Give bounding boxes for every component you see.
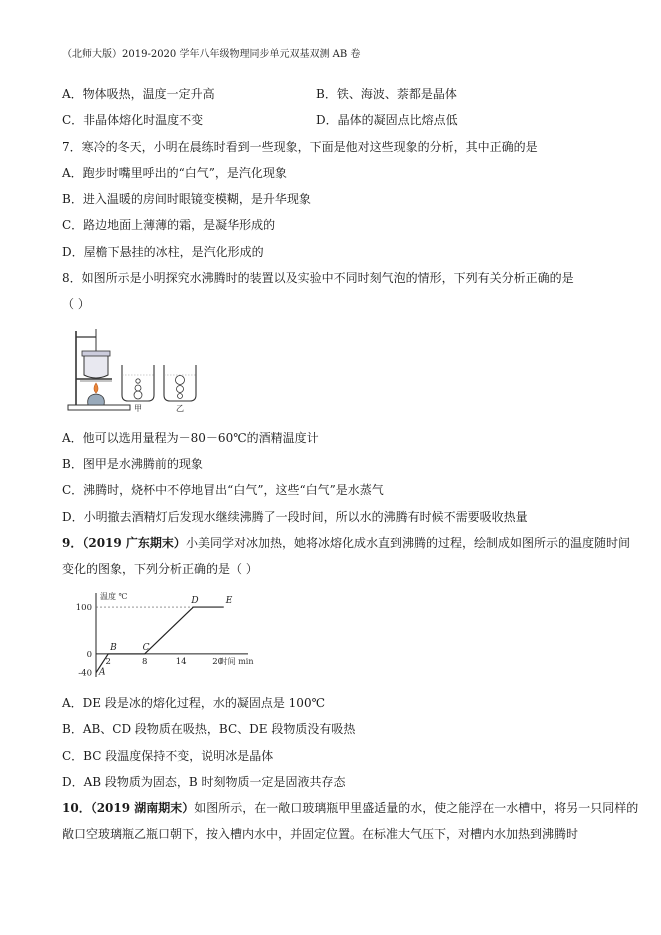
- q9-option-d: D．AB 段物质为固态，B 时刻物质一定是固液共存态: [62, 775, 346, 789]
- x-tick-label: 2: [105, 656, 111, 667]
- label-yi: 乙: [176, 404, 184, 413]
- q6-option-c: C．非晶体熔化时温度不变: [62, 113, 204, 127]
- x-tick-label: 14: [175, 656, 187, 667]
- stand-base: [68, 405, 130, 410]
- q10-stem-text: 如图所示，在一敞口玻璃瓶甲里盛适量的水，使之能浮在一水槽中，将另一只同样的: [194, 801, 639, 815]
- q9-option-a: A．DE 段是冰的熔化过程，水的凝固点是 100℃: [62, 696, 326, 710]
- q9-stem-line1: [62, 536, 630, 550]
- q8-option-a: A．他可以选用量程为－80－60℃的酒精温度计: [62, 431, 319, 445]
- point-label-d: D: [191, 596, 199, 607]
- page-header: （北师大版）2019-2020 学年八年级物理同步单元双基双测 AB 卷: [62, 49, 361, 60]
- point-label-c: C: [142, 642, 150, 653]
- q9-temperature-time-chart: [62, 587, 262, 679]
- y-tick-label: 100: [75, 603, 92, 614]
- q6-option-a: A．物体吸热，温度一定升高: [62, 87, 215, 101]
- q7-stem: 7．寒冷的冬天，小明在晨练时看到一些现象，下面是他对这些现象的分析，其中正确的是: [62, 140, 538, 154]
- q8-option-b: B．图甲是水沸腾前的现象: [62, 457, 203, 471]
- y-tick-label: -40: [78, 668, 92, 679]
- x-tick-label: 20: [212, 656, 224, 667]
- q9-stem-text: 小美同学对冰加热，她将冰熔化成水直到沸腾的过程，绘制成如图所示的温度随时间: [185, 536, 630, 550]
- point-label-e: E: [225, 596, 233, 607]
- series-line: [96, 607, 224, 673]
- q7-option-a: A．跑步时嘴里呼出的“白气”，是汽化现象: [62, 166, 287, 180]
- q10-source: （2019 湖南期末）: [90, 801, 195, 815]
- q10-number: 10．: [62, 801, 91, 815]
- x-tick-label: 8: [141, 656, 148, 667]
- q6-option-b: B．铁、海波、萘都是晶体: [316, 87, 457, 101]
- flame: [94, 383, 98, 393]
- q8-option-c: C．沸腾时，烧杯中不停地冒出“白气”，这些“白气”是水蒸气: [62, 483, 384, 497]
- stand-beaker: [84, 355, 108, 378]
- q6-option-d: D．晶体的凝固点比熔点低: [316, 113, 458, 127]
- q9-stem-line2: 变化的图象，下列分析正确的是（ ）: [62, 562, 258, 576]
- q8-boiling-apparatus-figure: [66, 325, 216, 415]
- alcohol-lamp: [88, 394, 105, 405]
- q9-option-c: C．BC 段温度保持不变，说明冰是晶体: [62, 749, 274, 763]
- q7-option-c: C．路边地面上薄薄的霜，是凝华形成的: [62, 218, 276, 232]
- q7-option-b: B．进入温暖的房间时眼镜变模糊，是升华现象: [62, 192, 311, 206]
- y-tick-label: 0: [86, 649, 92, 660]
- label-jia: 甲: [134, 404, 142, 413]
- q9-number: 9．: [62, 536, 83, 550]
- q9-source: （2019 广东期末）: [82, 536, 186, 550]
- x-axis-label: 时间 min: [219, 656, 254, 666]
- q8-answer-paren: （ ）: [62, 297, 90, 311]
- y-axis-label: 温度 ℃: [100, 592, 128, 601]
- q9-option-b: B．AB、CD 段物质在吸热，BC、DE 段物质没有吸热: [62, 722, 356, 736]
- q7-option-d: D．屋檐下悬挂的冰柱，是汽化形成的: [62, 245, 264, 259]
- q10-stem-line1: [62, 801, 638, 815]
- beaker-yi: [164, 365, 196, 401]
- q8-option-d: D．小明撤去酒精灯后发现水继续沸腾了一段时间，所以水的沸腾有时候不需要吸收热量: [62, 510, 528, 524]
- point-label-a: A: [99, 667, 106, 678]
- q8-stem: 8．如图所示是小明探究水沸腾时的装置以及实验中不同时刻气泡的情形，下列有关分析正确的是: [62, 271, 574, 285]
- point-label-b: B: [110, 642, 117, 653]
- q10-stem-line2: 敞口空玻璃瓶乙瓶口朝下，按入槽内水中，并固定位置。在标准大气压下，对槽内水加热到沸腾时: [62, 827, 579, 841]
